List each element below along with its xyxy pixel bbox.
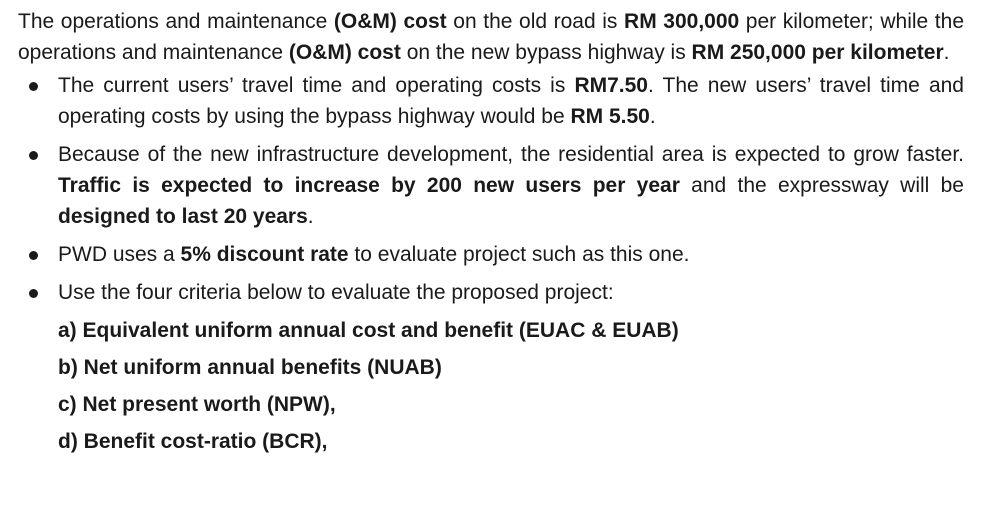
bullet-text: . The new users’ travel time and operating costs by using the bypass highway would be <box>58 74 964 128</box>
bullet-discount-rate <box>18 239 964 270</box>
bullet-bold: Traffic is expected to increase by 200 new users per year <box>58 174 680 197</box>
bullet-bold: RM7.50 <box>574 74 648 97</box>
criterion-npw: c) Net present worth (NPW), <box>58 393 336 416</box>
bullet-text: . <box>649 105 656 128</box>
criteria-list <box>18 315 967 457</box>
bullet-text: The current users’ travel time and operating costs is <box>58 74 575 97</box>
bullet-bold: 5% discount rate <box>180 243 349 266</box>
intro-text: . <box>943 41 950 64</box>
bullet-travel-cost <box>18 70 964 132</box>
bullet-text: Use the four criteria below to evaluate the proposed project: <box>58 281 614 304</box>
intro-text: on the old road is <box>446 10 625 33</box>
criterion-bcr: d) Benefit cost-ratio (BCR), <box>58 430 328 453</box>
bullet-text: . <box>307 205 314 228</box>
bullet-dot-icon <box>29 82 38 91</box>
bullet-dot-icon <box>29 151 38 160</box>
bullet-dot-icon <box>29 251 38 260</box>
bullet-criteria-intro <box>18 277 964 308</box>
intro-text: on the new bypass highway is <box>400 41 692 64</box>
intro-bold: (O&M) cost <box>333 10 447 33</box>
bullet-text: and the expressway will be <box>679 174 964 197</box>
intro-bold: RM 250,000 per kilometer <box>691 41 944 64</box>
bullet-text: PWD uses a <box>58 243 181 266</box>
bullet-list <box>18 70 967 308</box>
criterion-euac-euab: a) Equivalent uniform annual cost and benefit (EUAC & EUAB) <box>58 319 679 342</box>
bullet-bold: designed to last 20 years <box>58 205 308 228</box>
intro-bold: RM 300,000 <box>624 10 740 33</box>
bullet-bold: RM 5.50 <box>570 105 650 128</box>
criterion-nuab: b) Net uniform annual benefits (NUAB) <box>58 356 442 379</box>
bullet-dot-icon <box>29 289 38 298</box>
intro-text: per kilometer; while the operations and maintenance <box>18 10 965 64</box>
intro-paragraph <box>18 6 964 68</box>
intro-bold: (O&M) cost <box>288 41 401 64</box>
bullet-text: to evaluate project such as this one. <box>348 243 690 266</box>
intro-text: The operations and maintenance <box>18 10 334 33</box>
bullet-traffic-growth <box>18 139 964 232</box>
bullet-text: Because of the new infrastructure development, the residential area is expected to grow faster. <box>58 143 964 166</box>
